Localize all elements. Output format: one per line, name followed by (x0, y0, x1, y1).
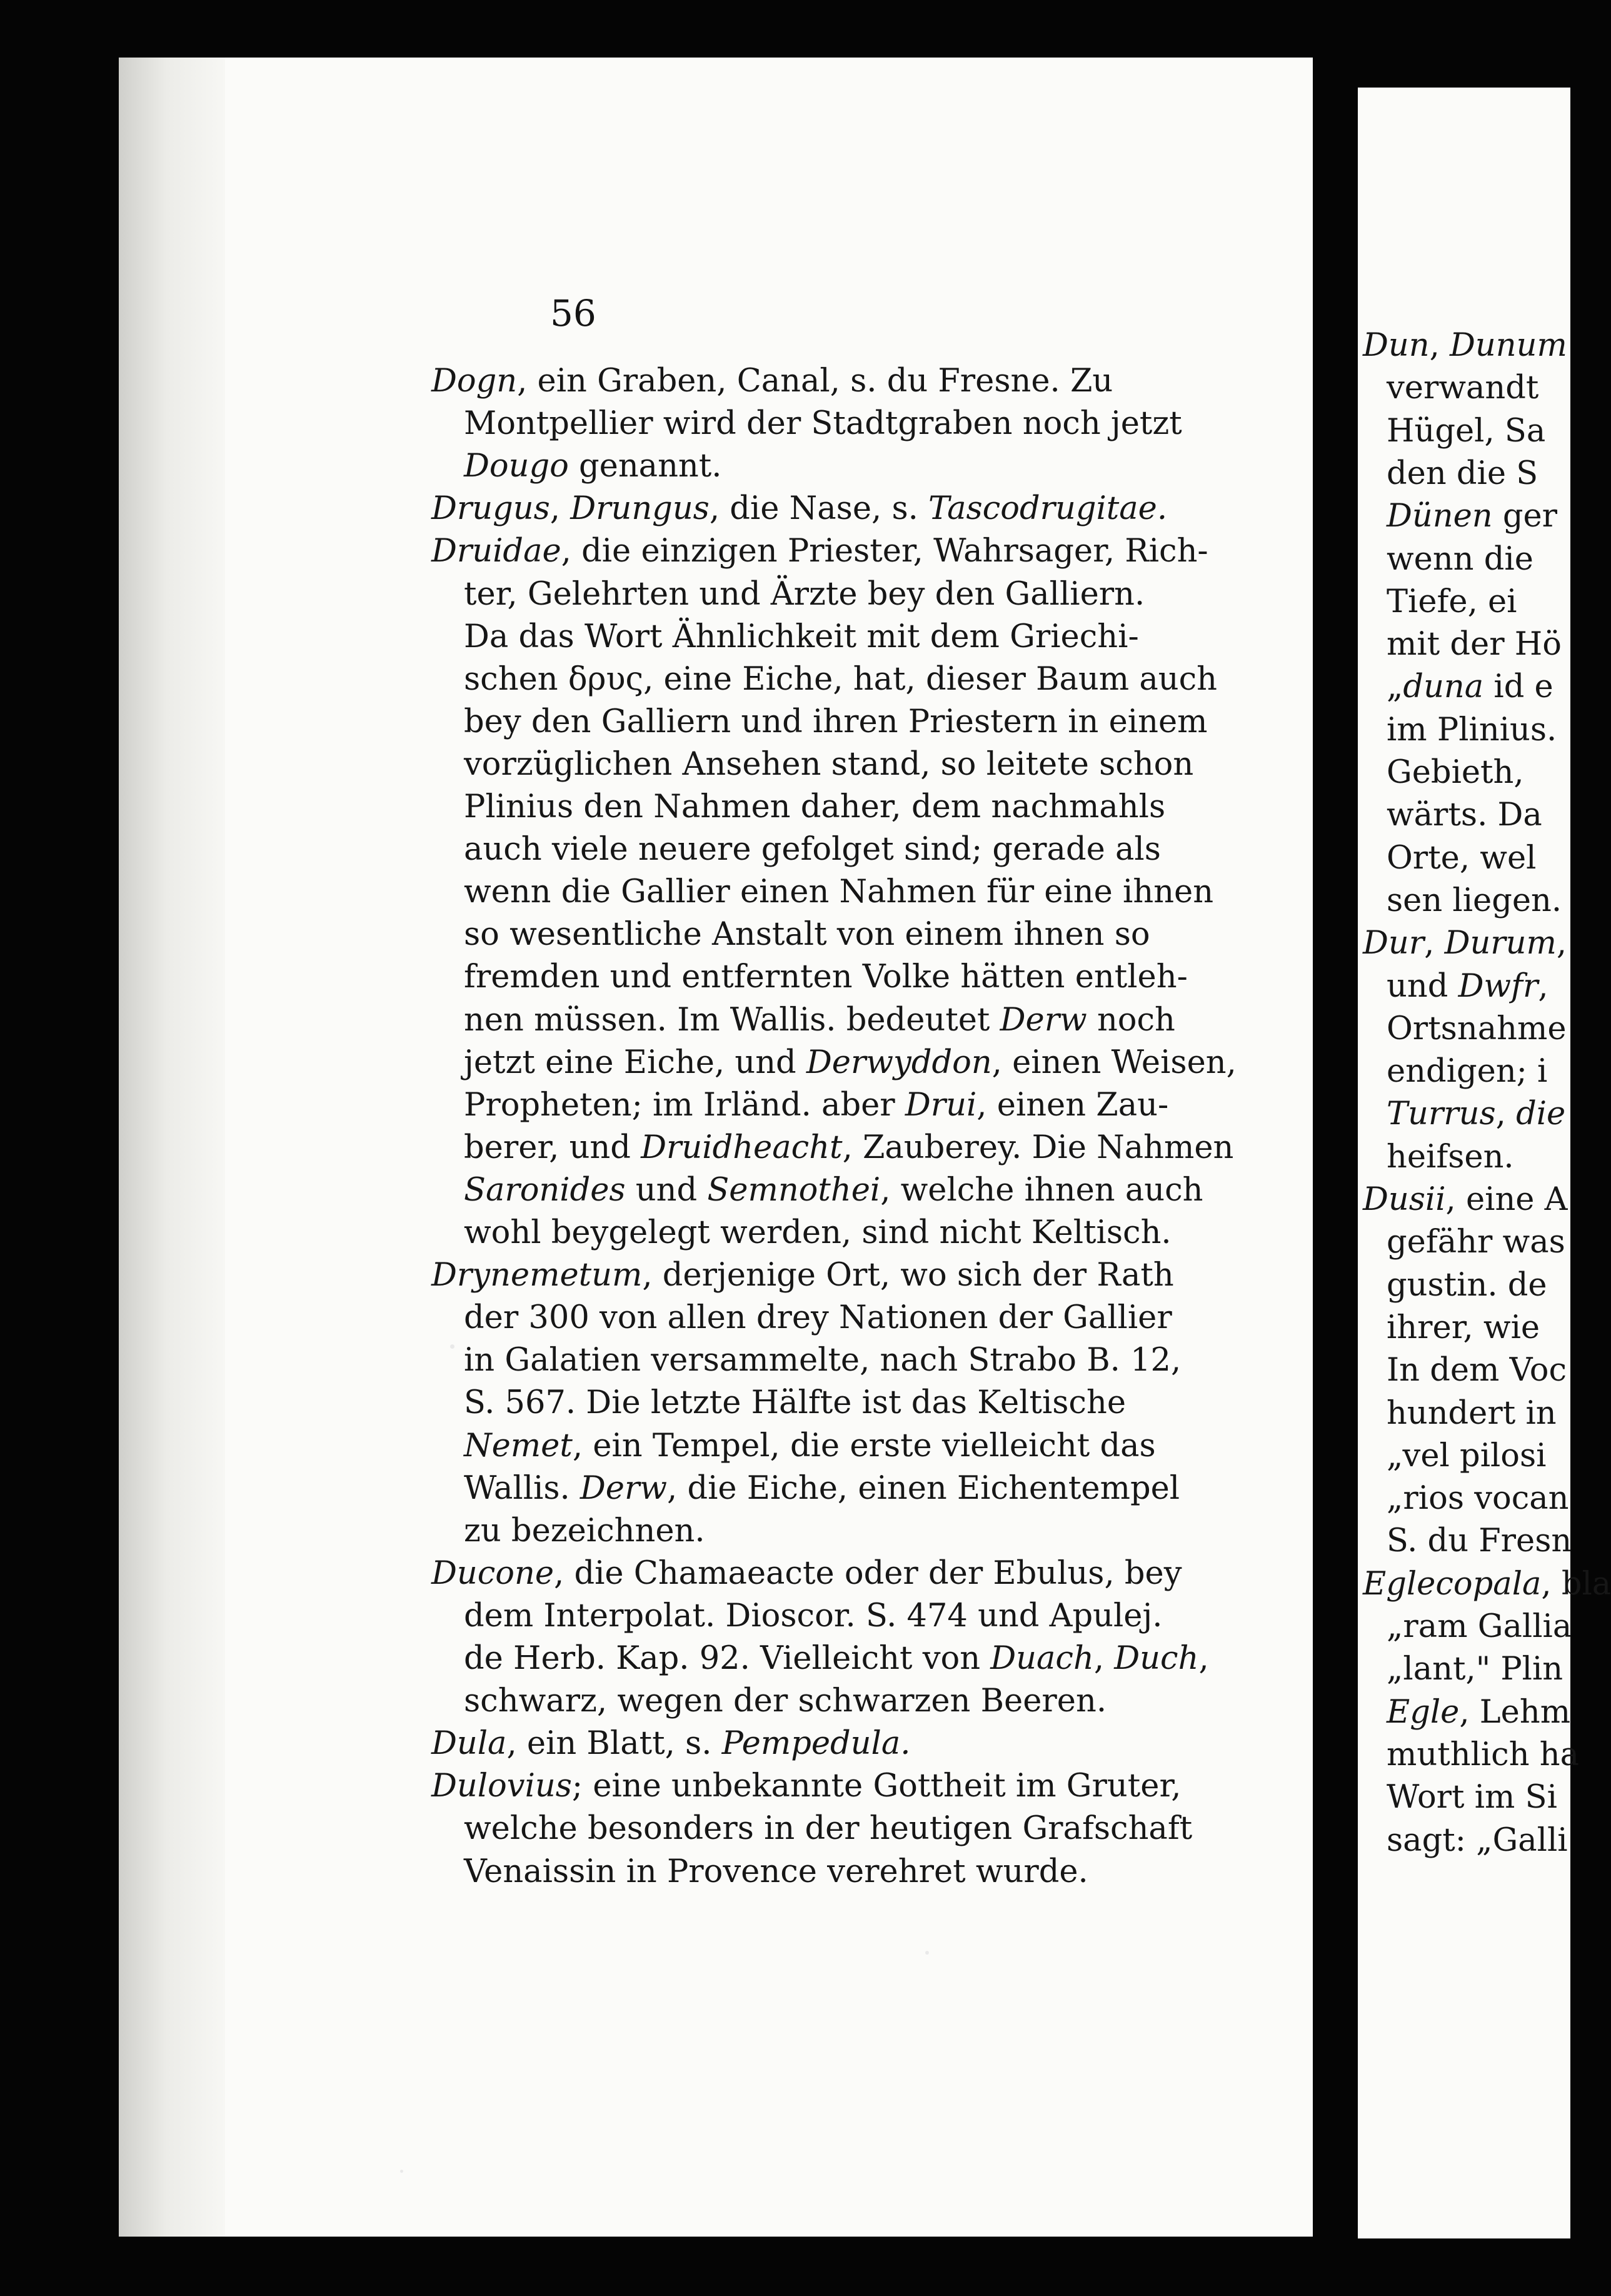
text-run: heifsen. (1387, 1138, 1514, 1176)
text-line (431, 490, 1168, 528)
text-run: , ein Graben, Canal, s. du Fresne. Zu (517, 363, 1113, 400)
text-run: , die Eiche, einen Eichentempel (667, 1469, 1180, 1507)
text-run: de Herb. Kap. 92. Vielleicht von (464, 1640, 991, 1677)
dust-speck (450, 1344, 454, 1349)
text-run: ; eine unbekannte Gottheit im Gruter, (571, 1768, 1182, 1805)
text-run: , eine A (1445, 1181, 1568, 1218)
text-line (1387, 541, 1533, 578)
text-run: dem Interpolat. Dioscor. S. 474 und Apulej. (464, 1597, 1163, 1634)
italic-run: Derwyddon (806, 1044, 992, 1081)
text-run: Wort im Si (1387, 1779, 1557, 1816)
italic-run: Derw (580, 1469, 668, 1507)
text-line (1387, 1694, 1570, 1731)
text-line (464, 1129, 1234, 1167)
text-line (1387, 1053, 1547, 1090)
text-line (464, 1683, 1107, 1720)
text-line (1387, 583, 1517, 621)
italic-run: Drugus (431, 490, 550, 528)
right-page-text (1358, 88, 1611, 2238)
italic-run: Druidae (431, 533, 561, 570)
text-run: In dem Voc (1387, 1352, 1567, 1389)
page-number: 56 (550, 292, 596, 335)
text-run: welche besonders in der heutigen Grafschaft (464, 1810, 1193, 1848)
text-run: Venaissin in Provence verehret wurde. (464, 1853, 1088, 1890)
text-run: muthlich ha (1387, 1736, 1580, 1773)
text-run: „ram Gallia (1387, 1608, 1572, 1645)
italic-run: Semnothei (707, 1171, 881, 1209)
text-run: , ein Blatt, s. (506, 1725, 722, 1763)
text-run: S. 567. Die letzte Hälfte ist das Keltische (464, 1384, 1127, 1422)
text-run: „vel pilosi (1387, 1437, 1547, 1474)
text-run: nen müssen. Im Wallis. bedeutet (464, 1001, 1000, 1039)
text-line (1387, 498, 1557, 535)
text-line (1387, 1822, 1568, 1860)
text-line (464, 1001, 1175, 1039)
text-run: wenn die (1387, 540, 1533, 578)
text-run: ger (1492, 498, 1558, 535)
text-line (464, 1299, 1172, 1337)
text-line (464, 575, 1145, 613)
text-line (1387, 1139, 1514, 1176)
text-run: , Lehm (1459, 1693, 1571, 1731)
italic-run: die (1516, 1095, 1566, 1133)
text-line (464, 1853, 1088, 1891)
text-run: , (1495, 1095, 1517, 1133)
text-run: „rios vocan (1387, 1480, 1569, 1518)
italic-run: Dulovius (431, 1768, 572, 1805)
text-run: fremden und entfernten Volke hätten entleh- (464, 959, 1188, 996)
text-run: „lant," Plin (1387, 1651, 1563, 1688)
text-line (464, 1342, 1182, 1379)
text-line (464, 831, 1161, 869)
italic-run: Dogn (431, 363, 518, 400)
text-line (431, 533, 1208, 570)
text-line (1387, 1480, 1569, 1518)
text-run: bey den Galliern und ihren Priestern in einem (464, 703, 1208, 740)
text-line (464, 448, 722, 485)
text-run: Gebieth, (1387, 754, 1524, 791)
italic-run: Ducone (431, 1554, 555, 1592)
italic-run: Dwfr (1458, 967, 1538, 1005)
text-run: , die Chamaeacte oder der Ebulus, bey (554, 1554, 1182, 1592)
text-run: , (1424, 925, 1445, 962)
text-run: genannt. (568, 448, 722, 485)
text-line (1387, 1224, 1565, 1261)
text-run: schwarz, wegen der schwarzen Beeren. (464, 1683, 1107, 1720)
dust-speck (925, 1951, 929, 1955)
dust-speck (400, 2170, 403, 2173)
text-line (1387, 1651, 1563, 1688)
text-line (1363, 327, 1567, 365)
text-line (1387, 370, 1538, 407)
text-line (1387, 797, 1542, 834)
text-run: „ (1387, 668, 1403, 706)
text-run: Plinius den Nahmen daher, dem nachmahls (464, 788, 1166, 825)
text-line (1387, 413, 1545, 450)
italic-run: Turrus (1387, 1095, 1496, 1133)
left-page (119, 58, 1313, 2237)
text-line (464, 788, 1166, 826)
italic-run: Duch (1114, 1640, 1199, 1677)
italic-run: Pempedula. (721, 1725, 911, 1763)
text-run: Da das Wort Ähnlichkeit mit dem Griechi- (464, 618, 1139, 655)
text-line (464, 1597, 1163, 1635)
text-run: der 300 von allen drey Nationen der Gallier (464, 1299, 1172, 1337)
text-run: im Plinius. (1387, 711, 1557, 748)
text-run: Wallis. (464, 1469, 580, 1507)
text-run: wenn die Gallier einen Nahmen für eine ihnen (464, 874, 1214, 911)
text-line (1387, 882, 1562, 920)
right-page (1358, 88, 1611, 2238)
text-line (431, 1554, 1182, 1593)
text-line (1387, 1095, 1565, 1133)
text-line (1387, 712, 1557, 749)
text-run: , (1429, 327, 1450, 364)
text-run: , ein Tempel, die erste vielleicht das (572, 1427, 1156, 1464)
text-line (431, 1257, 1174, 1294)
text-line (1363, 1566, 1611, 1603)
text-line (1387, 626, 1562, 663)
text-run: so wesentliche Anstalt von einem ihnen so (464, 916, 1150, 954)
text-run: , (1556, 925, 1567, 962)
text-line (464, 745, 1194, 783)
italic-run: Drui (905, 1086, 977, 1124)
text-run: Ortsnahme (1387, 1010, 1567, 1047)
text-run: , (1198, 1640, 1209, 1677)
text-line (1387, 754, 1524, 792)
text-run: gefähr was (1387, 1224, 1565, 1261)
text-line (1387, 1352, 1567, 1389)
italic-run: Dunum (1450, 327, 1567, 364)
text-run: den die S (1387, 455, 1538, 492)
text-line (464, 959, 1188, 996)
text-run: schen δρυς, eine Eiche, hat, dieser Baum auch (464, 660, 1217, 698)
text-line (464, 916, 1150, 954)
italic-run: Dula (431, 1725, 507, 1763)
text-line (1363, 925, 1567, 962)
italic-run: Dougo (464, 448, 569, 485)
text-run: , Zauberey. Die Nahmen (842, 1129, 1234, 1166)
italic-run: Saronides (464, 1171, 626, 1209)
text-line (464, 1427, 1156, 1465)
text-run: berer, und (464, 1129, 641, 1166)
text-line (464, 1171, 1203, 1209)
text-line (464, 1513, 705, 1550)
text-line (464, 1469, 1180, 1508)
text-run: mit der Hö (1387, 626, 1562, 663)
text-line (1387, 1779, 1557, 1816)
italic-run: Drynemetum (431, 1257, 643, 1294)
italic-run: Eglecopala (1363, 1565, 1542, 1603)
text-run: gustin. de (1387, 1266, 1547, 1304)
text-run: , die einzigen Priester, Wahrsager, Rich- (561, 533, 1208, 570)
text-run: vorzüglichen Ansehen stand, so leitete schon (464, 745, 1194, 783)
text-run: , die Nase, s. (709, 490, 929, 528)
text-run: Hügel, Sa (1387, 412, 1546, 450)
italic-run: Derw (1000, 1001, 1087, 1039)
text-line (1387, 840, 1536, 877)
text-line (431, 363, 1113, 400)
text-run: Tiefe, ei (1387, 583, 1517, 620)
text-line (1387, 1010, 1567, 1048)
text-run: endigen; i (1387, 1053, 1548, 1090)
text-line (464, 1086, 1169, 1124)
italic-run: Dun (1363, 327, 1430, 364)
text-line (464, 1810, 1193, 1848)
text-run: zu bezeichnen. (464, 1512, 705, 1549)
text-run: sagt: „Galli (1387, 1821, 1568, 1859)
text-run: S. du Fresn (1387, 1523, 1572, 1560)
text-run: id e (1483, 668, 1553, 706)
text-run: Montpellier wird der Stadtgraben noch jetzt (464, 405, 1182, 443)
italic-run: Duach (990, 1640, 1094, 1677)
text-line (1387, 455, 1538, 493)
text-run: und (625, 1171, 708, 1209)
text-run: auch viele neuere gefolget sind; gerade als (464, 831, 1161, 869)
text-line (464, 1214, 1172, 1252)
text-line (1387, 1523, 1572, 1560)
text-run: und (1387, 967, 1458, 1005)
text-run: Propheten; im Irländ. aber (464, 1086, 905, 1124)
text-run: noch (1087, 1001, 1175, 1039)
text-line (1387, 668, 1553, 706)
text-run: , (550, 490, 571, 528)
text-run: ter, Gelehrten und Ärzte bey den Galliern. (464, 575, 1145, 613)
text-line (1387, 968, 1548, 1005)
text-run: wärts. Da (1387, 797, 1542, 834)
text-line (1387, 1608, 1572, 1646)
text-line (464, 1044, 1237, 1082)
text-line (464, 618, 1139, 656)
text-line (431, 1725, 910, 1763)
italic-run: Durum (1444, 925, 1557, 962)
text-line (1387, 1395, 1557, 1432)
text-line (1363, 1181, 1568, 1219)
text-run: jetzt eine Eiche, und (464, 1044, 806, 1081)
italic-run: Drungus (570, 490, 710, 528)
italic-run: Dünen (1387, 498, 1493, 535)
italic-run: Dur (1363, 925, 1425, 962)
left-page-text (119, 58, 1313, 2237)
italic-run: Druidheacht (641, 1129, 843, 1166)
text-run: , (1538, 967, 1548, 1005)
text-line (1387, 1309, 1540, 1347)
text-run: hundert in (1387, 1394, 1557, 1432)
italic-run: duna (1403, 668, 1484, 706)
text-run: sen liegen. (1387, 882, 1562, 919)
text-line (431, 1768, 1182, 1805)
text-run: , einen Zau- (976, 1086, 1169, 1124)
text-run: wohl beygelegt werden, sind nicht Keltisch. (464, 1214, 1172, 1251)
text-run: in Galatien versammelte, nach Strabo B. 12, (464, 1342, 1182, 1379)
italic-run: Dusii (1363, 1181, 1446, 1218)
text-line (1387, 1736, 1579, 1774)
text-run: verwandt (1387, 370, 1539, 407)
text-run: , (1093, 1640, 1115, 1677)
text-run: , derjenige Ort, wo sich der Rath (642, 1257, 1174, 1294)
text-run: , welche ihnen auch (880, 1171, 1203, 1209)
text-run: Orte, wel (1387, 839, 1537, 877)
text-line (464, 405, 1182, 443)
text-run: ihrer, wie (1387, 1309, 1540, 1346)
text-run: , bla (1541, 1565, 1611, 1603)
text-run: , einen Weisen, (991, 1044, 1237, 1081)
text-line (464, 1640, 1209, 1678)
text-line (464, 1384, 1127, 1422)
text-line (1387, 1438, 1547, 1475)
italic-run: Egle (1387, 1693, 1460, 1731)
text-line (464, 703, 1208, 741)
italic-run: Tascodrugitae. (928, 490, 1168, 528)
text-line (464, 874, 1214, 911)
text-line (464, 660, 1217, 698)
italic-run: Nemet (464, 1427, 573, 1464)
text-line (1387, 1267, 1547, 1304)
